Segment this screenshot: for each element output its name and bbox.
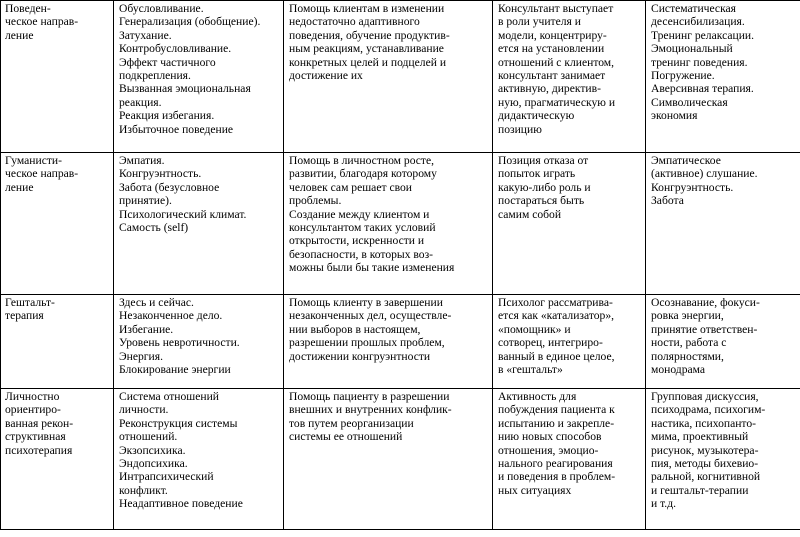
goals: Помощь пациенту в разрешении внешних и внутренних конфлик- тов путем реорганизации системы ее отношений bbox=[289, 390, 452, 444]
key-concepts: Эмпатия. Конгруэнтность. Забота (безусловное принятие). Психологический климат. Самость (self) bbox=[119, 154, 247, 235]
methods-cell bbox=[646, 295, 800, 389]
consultant-role-cell bbox=[493, 153, 646, 295]
consultant-role-cell bbox=[493, 1, 646, 153]
goals-cell bbox=[284, 153, 493, 295]
approach-name-cell bbox=[1, 1, 114, 153]
approach-name-cell bbox=[1, 295, 114, 389]
goals: Помощь клиентам в изменении недостаточно адаптивного поведения, обучение продуктив- ным реакциям, устанавливание конкретных целей и подцелей и достижение их bbox=[289, 2, 450, 83]
methods: Групповая дискуссия, психодрама, психогим- настика, психопанто- мима, проективный рисунок, музыкотера- пия, методы бихевио- ральной, когнитивной и гештальт-терапии и т.д. bbox=[651, 390, 766, 511]
goals-cell bbox=[284, 295, 493, 389]
table-row bbox=[1, 389, 800, 530]
methods: Осознавание, фокуси- ровка энергии, принятие ответствен- ности, работа с полярностями, монодрама bbox=[651, 296, 760, 377]
table-row bbox=[1, 153, 800, 295]
consultant-role: Активность для побуждения пациента к испытанию и закрепле- нию новых способов отношения, эмоцио- нального реагирования и поведения в проблем- ных ситуациях bbox=[498, 390, 616, 497]
consultant-role-cell bbox=[493, 295, 646, 389]
approach-name: Поведен- ческое направ- ление bbox=[5, 2, 79, 42]
key-concepts-cell bbox=[114, 1, 284, 153]
methods: Эмпатическое (активное) слушание. Конгруэнтность. Забота bbox=[651, 154, 758, 208]
goals: Помощь клиенту в завершении незаконченных дел, осуществле- нии выборов в настоящем, разрешении прошлых проблем, достижении конгруэнтности bbox=[289, 296, 452, 363]
methods-cell bbox=[646, 153, 800, 295]
approach-name: Гуманисти- ческое направ- ление bbox=[5, 154, 79, 194]
consultant-role: Позиция отказа от попыток играть какую-либо роль и постараться быть самим собой bbox=[498, 154, 591, 221]
consultant-role: Консультант выступает в роли учителя и модели, концентриру- ется на установлении отношений с клиентом, консультант занимает активную, директив- ную, прагматическую и дидактическую позицию bbox=[498, 2, 616, 136]
key-concepts-cell bbox=[114, 295, 284, 389]
table-row bbox=[1, 1, 800, 153]
key-concepts: Система отношений личности. Реконструкция системы отношений. Экзопсихика. Эндопсихика. Интрапсихический конфликт. Неадаптивное поведение bbox=[119, 390, 243, 511]
consultant-role: Психолог рассматрива- ется как «катализатор», «помощник» и сотворец, интегриро- ванный в единое целое, в «гештальт» bbox=[498, 296, 615, 377]
key-concepts-cell bbox=[114, 153, 284, 295]
approach-name: Гештальт- терапия bbox=[5, 296, 55, 323]
approach-name-cell bbox=[1, 153, 114, 295]
methods-cell bbox=[646, 1, 800, 153]
goals: Помощь в личностном росте, развитии, благодаря которому человек сам решает свои проблемы. Создание между клиентом и консультантом таких условий открытости, искренности и безопасности, в которых воз- можны были бы такие изменения bbox=[289, 154, 455, 275]
key-concepts: Здесь и сейчас. Незаконченное дело. Избегание. Уровень невротичности. Энергия. Блокирование энергии bbox=[119, 296, 240, 377]
approach-name: Личностно ориентиро- ванная рекон- структивная психотерапия bbox=[5, 390, 74, 457]
goals-cell bbox=[284, 389, 493, 530]
methods-cell bbox=[646, 389, 800, 530]
key-concepts-cell bbox=[114, 389, 284, 530]
methods: Систематическая десенсибилизация. Тренинг релаксации. Эмоциональный тренинг поведения. Погружение. Аверсивная терапия. Символическая экономия bbox=[651, 2, 755, 123]
table-row bbox=[1, 295, 800, 389]
approach-name-cell bbox=[1, 389, 114, 530]
goals-cell bbox=[284, 1, 493, 153]
key-concepts: Обусловливание. Генерализация (обобщение). Затухание. Контробусловливание. Эффект частичного подкрепления. Вызванная эмоциональная реакция. Реакция избегания. Избыточное поведение bbox=[119, 2, 261, 136]
consultant-role-cell bbox=[493, 389, 646, 530]
